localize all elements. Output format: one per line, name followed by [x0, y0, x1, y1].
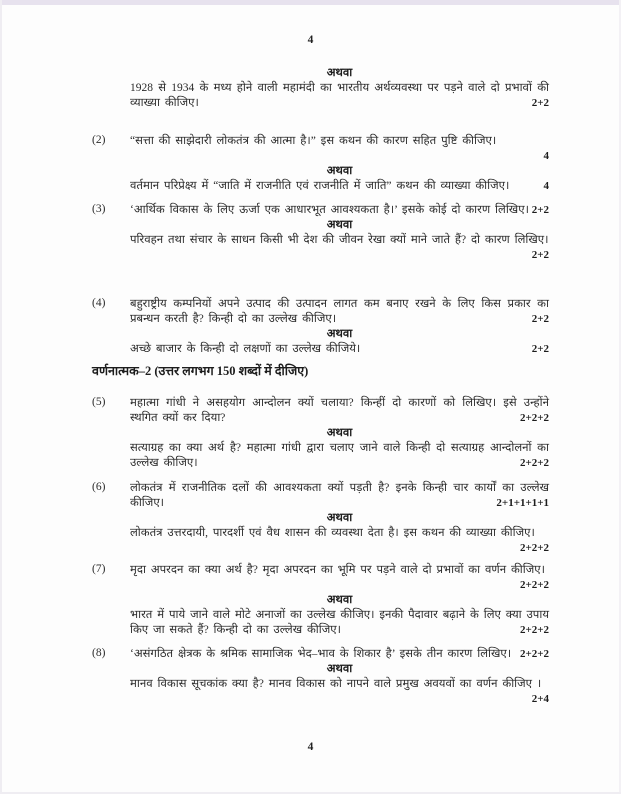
question-block-2 — [92, 134, 549, 194]
question-number: (3) — [92, 203, 106, 215]
question-body: वर्तमान परिप्रेक्ष्य में “जाति में राजनीति एवं राजनीति में जाति” कथन की व्याख्या कीजिए। — [130, 180, 510, 192]
or-label: अथवा — [326, 328, 353, 340]
question-block-4 — [92, 297, 549, 357]
question-alt-text — [130, 441, 549, 471]
scan-edge-left — [0, 0, 2, 794]
question-body: ‘आर्थिक विकास के लिए ऊर्जा एक आधारभूत आवश्यकता है।’ इसके कोई दो कारण लिखिए। — [130, 204, 529, 216]
question-alt-text — [130, 179, 549, 194]
question-alt-text — [130, 526, 549, 556]
question-number: (7) — [92, 563, 106, 575]
question-number: (8) — [92, 647, 106, 659]
marks-value: 2+2 — [531, 249, 549, 261]
question-body: मृदा अपरदन का क्या अर्थ है? मृदा अपरदन का भूमि पर पड़ने वाले दो प्रभावों का वर्णन कीजिए। — [130, 564, 546, 576]
or-label: अथवा — [326, 67, 353, 79]
question-block-5 — [92, 396, 549, 471]
or-label: अथवा — [326, 427, 353, 439]
marks-value: 4 — [543, 180, 549, 192]
marks-value: 2+2+2 — [519, 624, 549, 636]
question-number: (2) — [92, 134, 106, 146]
marks-value: 2+2 — [531, 343, 549, 355]
question-body: मानव विकास सूचकांक क्या है? मानव विकास को नापने वाले प्रमुख अवयवों का वर्णन कीजिए । — [130, 678, 542, 690]
marks-value: 2+2+2 — [519, 648, 549, 660]
question-text — [130, 81, 549, 111]
question-text — [130, 297, 549, 327]
question-text — [130, 647, 549, 662]
or-label: अथवा — [326, 165, 353, 177]
question-text — [130, 481, 549, 511]
question-body: महात्मा गांधी ने असहयोग आन्दोलन क्यों चलाया? किन्हीं दो कारणों को लिखिए। इसे उन्होंने स्थगित क्यों कर दिया? — [130, 397, 549, 424]
question-body: लोकतंत्र उत्तरदायी, पारदर्शी एवं वैध शासन की व्यवस्था देता है। इस कथन की व्याख्या कीजिए। — [130, 527, 535, 539]
scan-edge-top — [0, 0, 621, 5]
question-number: (4) — [92, 297, 106, 309]
question-body: भारत में पाये जाने वाले मोटे अनाजों का उल्लेख कीजिए। इनकी पैदावार बढ़ाने के लिए क्या उपाय किए जा सकते हैं? किन्ही दो का उल्लेख कीजिए। — [130, 609, 549, 636]
question-body: बहुराष्ट्रीय कम्पनियों अपने उत्पाद की उत्पादन लागत कम बनाए रखने के लिए किस प्रकार का प्रबन्धन करती है? किन्ही दो का उल्लेख कीजिए। — [130, 298, 549, 325]
question-body: “सत्ता की साझेदारी लोकतंत्र की आत्मा है।” इस कथन की कारण सहित पुष्टि कीजिए। — [130, 135, 497, 147]
question-body: लोकतंत्र में राजनीतिक दलों की आवश्यकता क्यों पड़ती है? इनके किन्ही चार कार्यों का उल्लेख कीजिए। — [130, 482, 549, 509]
question-alt-text — [130, 608, 549, 638]
question-block-1-or — [92, 66, 549, 111]
or-label: अथवा — [326, 663, 353, 675]
marks-value: 2+2+2 — [519, 579, 549, 591]
question-text — [130, 396, 549, 426]
question-alt-text — [130, 233, 549, 263]
marks-value: 2+2+2 — [519, 457, 549, 469]
marks-value: 2+2+2 — [519, 542, 549, 554]
question-text — [130, 134, 549, 164]
question-text — [130, 203, 549, 218]
marks-value: 2+2 — [531, 204, 549, 216]
question-body: ‘असंगठित क्षेत्रक के श्रमिक सामाजिक भेद–भाव के शिकार है’ इसके तीन कारण लिखिए। — [130, 648, 512, 660]
question-body: अच्छे बाजार के किन्ही दो लक्षणों का उल्लेख कीजिये। — [130, 343, 361, 355]
marks-value: 2+2 — [531, 97, 549, 109]
question-number: (6) — [92, 481, 106, 493]
or-label: अथवा — [326, 219, 353, 231]
question-block-3 — [92, 203, 549, 263]
or-label: अथवा — [326, 512, 353, 524]
question-body: सत्याग्रह का क्या अर्थ है? महात्मा गांधी द्वारा चलाए जाने वाले किन्ही दो सत्याग्रह आन्दोलनों का उल्लेख कीजिए। — [130, 442, 549, 469]
question-block-6 — [92, 481, 549, 556]
question-alt-text — [130, 677, 549, 707]
page-number-bottom: 4 — [307, 741, 314, 753]
marks-value: 2+2 — [531, 313, 549, 325]
or-label: अथवा — [326, 594, 353, 606]
marks-value: 2+2+2 — [519, 412, 549, 424]
marks-value: 2+1+1+1+1 — [496, 497, 549, 509]
marks-value: 2+4 — [531, 693, 549, 705]
page-number-top: 4 — [307, 34, 314, 46]
question-block-8 — [92, 647, 549, 707]
question-body: परिवहन तथा संचार के साधन किसी भी देश की जीवन रेखा क्यों माने जाते हैं? दो कारण लिखिए। — [130, 234, 549, 246]
question-number: (5) — [92, 396, 106, 408]
question-body: 1928 से 1934 के मध्य होने वाली महामंदी का भारतीय अर्थव्यवस्था पर पड़ने वाले दो प्रभावों की व्याख्या कीजिए। — [130, 82, 549, 109]
marks-value: 4 — [543, 150, 549, 162]
question-block-7 — [92, 563, 549, 638]
question-alt-text — [130, 342, 549, 357]
question-text — [130, 563, 549, 593]
section-heading: वर्णनात्मक–2 (उत्तर लगभग 150 शब्दों में दीजिए) — [92, 364, 309, 378]
